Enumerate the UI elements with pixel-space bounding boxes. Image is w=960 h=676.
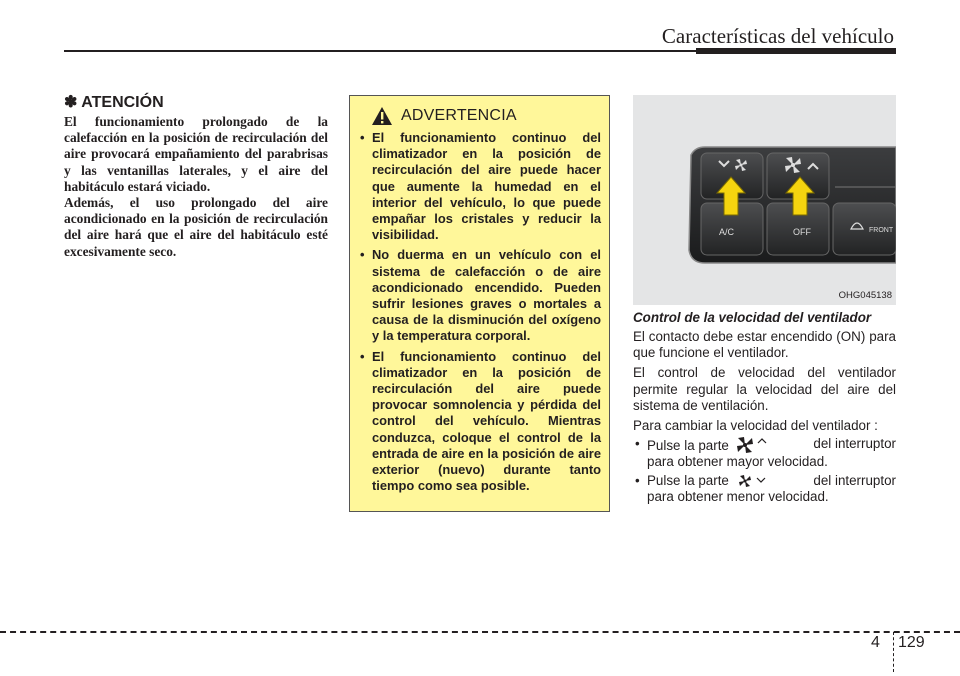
steps-list xyxy=(633,436,896,505)
step-item xyxy=(633,473,896,505)
off-label: OFF xyxy=(793,227,811,237)
fan-up-icon xyxy=(736,436,770,453)
chapter-number: 4 xyxy=(871,634,880,651)
warning-triangle-icon xyxy=(371,106,393,126)
body-paragraph-1: El contacto debe estar encendido (ON) para que funcione el ventilador. xyxy=(633,329,896,361)
step-prefix: Pulse la parte xyxy=(647,438,729,454)
page-header-title: Características del vehículo xyxy=(661,24,894,48)
fan-down-icon xyxy=(736,473,770,488)
attention-section xyxy=(64,92,328,260)
bullet-icon: • xyxy=(360,348,365,364)
warning-item xyxy=(358,130,601,243)
step-line2: para obtener menor velocidad. xyxy=(647,488,829,504)
step-line2: para obtener mayor velocidad. xyxy=(647,454,828,470)
step-suffix: del interruptor xyxy=(813,436,896,452)
ac-label: A/C xyxy=(719,227,735,237)
header-rule-accent xyxy=(696,48,896,54)
warning-item-text: No duerma en un vehículo con el sistema de calefacción o de aire acondicionado encendido. Pueden sufrir lesiones graves o mortales a causa de la disminución del oxígeno y la temperatura corporal. xyxy=(372,247,601,344)
bullet-icon: • xyxy=(360,130,365,145)
warning-item xyxy=(358,247,601,344)
warning-header xyxy=(371,106,601,126)
body-paragraph-3: Para cambiar la velocidad del ventilador : xyxy=(633,418,878,434)
step-item xyxy=(633,436,896,470)
warning-box xyxy=(349,95,610,512)
warning-item-text: El funcionamiento continuo del climatizador en la posición de recirculación del aire puede provocar somnolencia y pérdida del control del vehículo. Mientras conduzca, coloque el control de la entrada de aire en la posición de aire exterior (nuevo) durante tanto tiempo como sea posible. xyxy=(372,348,601,494)
front-label: FRONT xyxy=(869,227,894,234)
attention-title: ✽ ATENCIÓN xyxy=(64,94,164,111)
header-rule xyxy=(64,50,696,52)
page-number: 129 xyxy=(898,634,925,651)
bullet-icon: • xyxy=(635,436,640,452)
step-prefix: Pulse la parte xyxy=(647,472,729,488)
bullet-icon: • xyxy=(635,472,640,488)
warning-list xyxy=(358,130,601,494)
attention-paragraph-1: El funcionamiento prolongado de la calefacción en la posición de recirculación del aire provocará empañamiento del parabrisas y las ventanillas laterales, y el aire del habitáculo estará viciado. xyxy=(64,114,328,194)
section-subtitle: Control de la velocidad del ventilador xyxy=(633,310,872,325)
warning-item xyxy=(358,349,601,495)
attention-paragraph-2: Además, el uso prolongado del aire acondicionado en la posición de recirculación del aire hará que el aire del habitáculo esté excesivamente seco. xyxy=(64,195,328,259)
footer-rule xyxy=(0,631,960,633)
warning-item-text: El funcionamiento continuo del climatizador en la posición de recirculación del aire puede hacer que aumente la humedad en el interior del vehículo, lo que puede empañar los cristales y reducir la visibilidad. xyxy=(372,130,601,243)
footer-separator xyxy=(893,632,894,672)
step-suffix: del interruptor xyxy=(813,472,896,488)
bullet-icon: • xyxy=(360,247,365,263)
control-panel-figure xyxy=(633,95,896,305)
control-panel-illustration xyxy=(633,95,896,305)
fan-speed-section xyxy=(633,95,896,507)
warning-title: ADVERTENCIA xyxy=(401,107,517,124)
figure-code: OHG045138 xyxy=(838,290,892,301)
body-paragraph-2: El control de velocidad del ventilador permite regular la velocidad del aire del sistema de ventilación. xyxy=(633,365,896,413)
